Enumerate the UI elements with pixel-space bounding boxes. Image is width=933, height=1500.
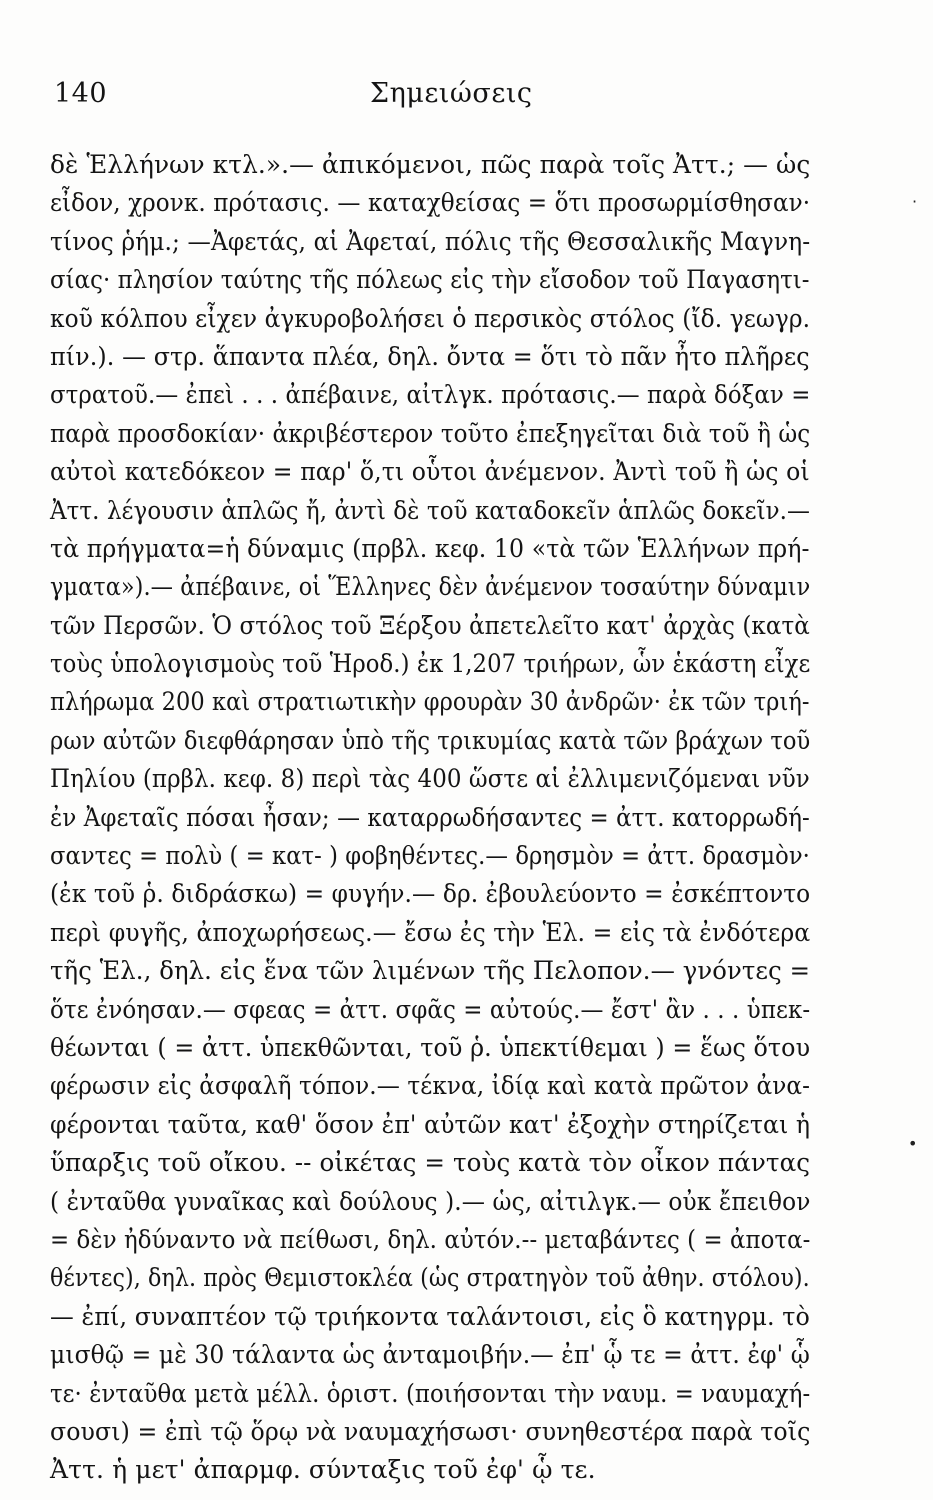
text-line: τῆς Ἑλ., δηλ. εἰς ἕνα τῶν λιμένων τῆς Πελοπον.— γνόντες = <box>50 956 811 986</box>
text-line: πίν.). — στρ. ἅπαντα πλέα, δηλ. ὄντα = ὅτι τὸ πᾶν ἦτο πλῆρες <box>50 341 810 371</box>
text-line: περὶ φυγῆς, ἀποχωρήσεως.— ἔσω ἐς τὴν Ἑλ. = εἰς τὰ ἐνδότερα <box>50 917 811 947</box>
text-line: τίνος ῥήμ.; —Ἀφετάς, αἱ Ἀφεταί, πόλις τῆς Θεσσαλικῆς Μαγνη- <box>50 226 811 256</box>
text-line: θέωνται ( = ἀττ. ὑπεκθῶνται, τοῦ ῥ. ὑπεκτίθεμαι ) = ἕως ὅτου <box>50 1032 811 1062</box>
text-line: — ἐπί, συναπτέον τῷ τριήκοντα ταλάντοισι, εἰς ὃ κατηγρμ. τὸ <box>50 1301 810 1331</box>
page-number: 140 <box>54 78 108 109</box>
text-line: κοῦ κόλπου εἶχεν ἀγκυροβολήσει ὁ περσικὸς στόλος (ἴδ. γεωγρ. <box>50 303 811 333</box>
text-line: σίας· πλησίον ταύτης τῆς πόλεως εἰς τὴν εἴσοδον τοῦ Παγασητι- <box>50 265 810 295</box>
text-line: Πηλίου (πρβλ. κεφ. 8) περὶ τὰς 400 ὥστε αἱ ἐλλιμενιζόμεναι νῦν <box>50 764 810 794</box>
text-line: γματα»).— ἀπέβαινε, οἱ Ἕλληνες δὲν ἀνέμενον τοσαύτην δύναμιν <box>50 572 811 602</box>
text-line: στρατοῦ.— ἐπεὶ . . . ἀπέβαινε, αἰτλγκ. πρότασις.— παρὰ δόξαν = <box>50 380 811 410</box>
text-line: τε· ἐνταῦθα μετὰ μέλλ. ὁριστ. (ποιήσονται τὴν ναυμ. = ναυμαχή- <box>50 1378 811 1408</box>
text-line: (ἐκ τοῦ ῥ. διδράσκω) = φυγήν.— δρ. ἐβουλεύοντο = ἐσκέπτοντο <box>50 879 811 909</box>
text-line: φέρωσιν εἰς ἀσφαλῆ τόπον.— τέκνα, ἰδίᾳ καὶ κατὰ πρῶτον ἀνα- <box>50 1071 810 1101</box>
text-line: αὐτοὶ κατεδόκεον = παρ' ὅ,τι οὗτοι ἀνέμενον. Ἀντὶ τοῦ ἢ ὡς οἱ <box>50 457 810 487</box>
text-line: = δὲν ἠδύναντο νὰ πείθωσι, δηλ. αὐτόν.-- μεταβάντες ( = ἀποτα- <box>50 1224 811 1254</box>
scan-speck: · <box>912 192 918 211</box>
text-line: ὕπαρξις τοῦ οἴκου. -- οἰκέτας = τοὺς κατὰ τὸν οἶκον πάντας <box>50 1148 811 1178</box>
text-line: δὲ Ἑλλήνων κτλ.».— ἀπικόμενοι, πῶς παρὰ τοῖς Ἀττ.; — ὡς <box>50 150 811 179</box>
scan-speck: • <box>908 1134 918 1153</box>
text-line: παρὰ προσδοκίαν· ἀκριβέστερον τοῦτο ἐπεξηγεῖται διὰ τοῦ ἢ ὡς <box>50 418 811 448</box>
notes-text <box>50 146 810 1490</box>
text-line: σουσι) = ἐπὶ τῷ ὅρῳ νὰ ναυμαχήσωσι· συνηθεστέρα παρὰ τοῖς <box>50 1416 811 1446</box>
text-line: ( ἐνταῦθα γυναῖκας καὶ δούλους ).— ὡς, αἰτιλγκ.— οὐκ ἔπειθον <box>50 1186 811 1216</box>
running-title: Σημειώσεις <box>370 78 533 109</box>
text-line: μισθῷ = μὲ 30 τάλαντα ὡς ἀνταμοιβήν.— ἐπ' ᾧ τε = ἀττ. ἐφ' ᾧ <box>50 1340 810 1370</box>
text-line: φέρονται ταῦτα, καθ' ὅσον ἐπ' αὐτῶν κατ' ἐξοχὴν στηρίζεται ἡ <box>50 1109 811 1139</box>
page-header <box>54 78 853 118</box>
text-line: σαντες = πολὺ ( = κατ- ) φοβηθέντες.— δρησμὸν = ἀττ. δρασμὸν· <box>50 841 810 871</box>
text-line: Ἀττ. λέγουσιν ἁπλῶς ἤ, ἀντὶ δὲ τοῦ καταδοκεῖν ἁπλῶς δοκεῖν.— <box>50 495 811 525</box>
text-line: εἶδον, χρονκ. πρότασις. — καταχθείσας = ὅτι προσωρμίσθησαν· <box>50 188 811 218</box>
text-line: τοὺς ὑπολογισμοὺς τοῦ Ἡροδ.) ἐκ 1,207 τριήρων, ὧν ἑκάστη εἶχε <box>50 649 811 679</box>
text-line: ὅτε ἐνόησαν.— σφεας = ἀττ. σφᾶς = αὐτούς.— ἔστ' ἂν . . . ὑπεκ- <box>50 994 811 1024</box>
text-line: τῶν Περσῶν. Ὁ στόλος τοῦ Ξέρξου ἀπετελεῖτο κατ' ἀρχὰς (κατὰ <box>50 610 810 640</box>
text-line: Ἀττ. ἡ μετ' ἀπαρμφ. σύνταξις τοῦ ἐφ' ᾧ τε. <box>50 1455 596 1485</box>
text-line: ρων αὐτῶν διεφθάρησαν ὑπὸ τῆς τρικυμίας κατὰ τῶν βράχων τοῦ <box>50 725 811 755</box>
text-line: τὰ πρήγματα=ἡ δύναμις (πρβλ. κεφ. 10 «τὰ τῶν Ἑλλήνων πρή- <box>50 533 810 563</box>
text-line: θέντες), δηλ. πρὸς Θεμιστοκλέα (ὡς στρατηγὸν τοῦ ἀθην. στόλου). <box>50 1263 810 1293</box>
text-line: ἐν Ἀφεταῖς πόσαι ἦσαν; — καταρρωδήσαντες = ἀττ. κατορρωδή- <box>50 802 810 832</box>
text-line: πλήρωμα 200 καὶ στρατιωτικὴν φρουρὰν 30 ἀνδρῶν· ἐκ τῶν τριή- <box>50 687 810 717</box>
